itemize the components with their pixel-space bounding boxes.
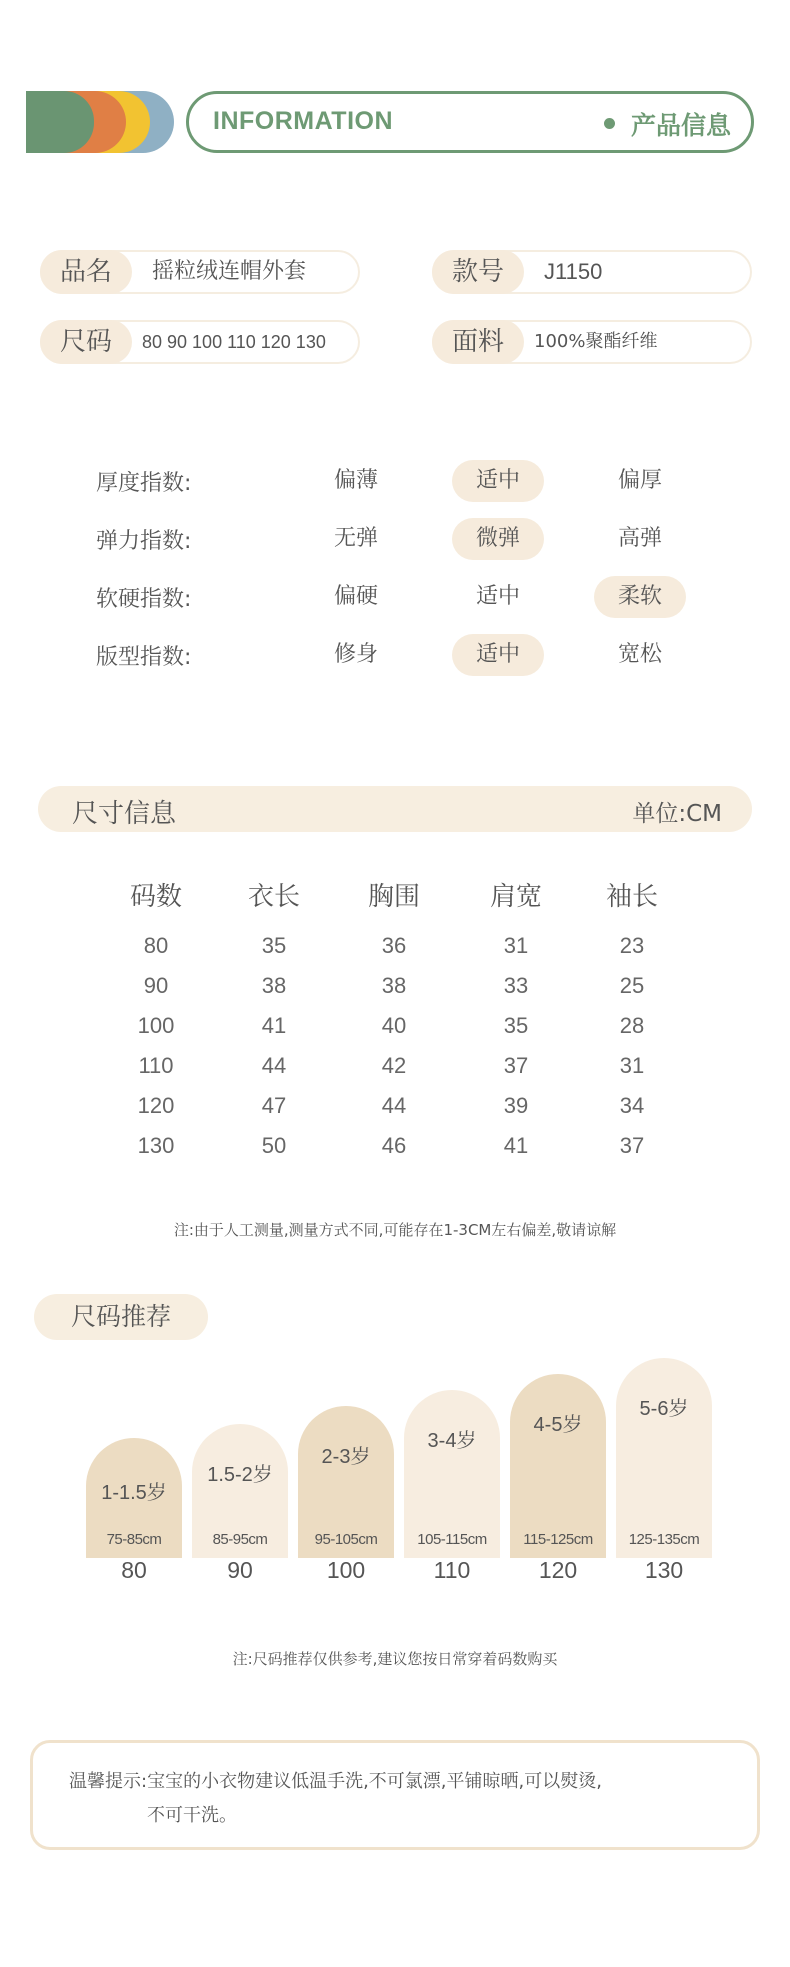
age-range: 1-1.5岁 [101, 1482, 167, 1504]
table-cell: 35 [261, 933, 287, 958]
height-range: 115-125cm [523, 1531, 593, 1548]
recommend-size: 80 [121, 1557, 147, 1583]
index-option: 偏薄 [333, 468, 378, 493]
table-cell: 130 [137, 1133, 175, 1158]
height-range: 95-105cm [314, 1531, 378, 1548]
table-cell: 42 [381, 1053, 407, 1078]
index-option: 适中 [475, 584, 520, 609]
recommend-size: 90 [227, 1557, 253, 1583]
column-header: 肩宽 [489, 882, 542, 912]
product-name-value: 摇粒绒连帽外套 [152, 259, 307, 284]
length-column [214, 876, 334, 1166]
style-number-value: J1150 [544, 259, 603, 284]
table-cell: 50 [261, 1133, 287, 1158]
recommend-card [86, 1438, 182, 1558]
softness-index-row [0, 574, 790, 620]
table-cell: 38 [261, 973, 287, 998]
recommend-title: 尺码推荐 [34, 1294, 208, 1340]
brand-logo [26, 91, 174, 153]
product-name-label: 品名 [40, 250, 132, 294]
table-cell: 34 [619, 1093, 645, 1118]
index-name: 弹力指数: [96, 529, 192, 554]
care-tip-line-2: 不可干洗。 [147, 1805, 237, 1826]
product-name-field [40, 250, 360, 294]
chest-column [334, 876, 454, 1166]
table-cell: 37 [503, 1053, 529, 1078]
size-range-value: 80 90 100 110 120 130 [142, 332, 326, 352]
logo-letter-green [26, 91, 94, 153]
table-cell: 37 [619, 1133, 645, 1158]
recommend-card [404, 1390, 500, 1558]
index-option-selected: 柔软 [594, 576, 686, 618]
sleeve-column [572, 876, 692, 1166]
column-header: 胸围 [367, 882, 420, 912]
recommend-size: 100 [326, 1557, 366, 1583]
recommend-size: 120 [538, 1557, 578, 1583]
table-cell: 41 [503, 1133, 529, 1158]
index-option-selected: 适中 [452, 460, 544, 502]
table-cell: 40 [381, 1013, 407, 1038]
table-cell: 80 [143, 933, 169, 958]
table-cell: 35 [503, 1013, 529, 1038]
index-option: 修身 [333, 642, 378, 667]
column-header: 衣长 [247, 882, 300, 912]
column-header: 码数 [129, 882, 182, 912]
table-cell: 46 [381, 1133, 407, 1158]
recommend-card [298, 1406, 394, 1558]
index-option: 高弹 [617, 526, 662, 551]
fit-index-row [0, 632, 790, 678]
table-cell: 44 [381, 1093, 407, 1118]
style-number-field [432, 250, 752, 294]
recommend-card [510, 1374, 606, 1558]
fabric-field [432, 320, 752, 364]
elasticity-index-row [0, 516, 790, 562]
size-range-field [40, 320, 360, 364]
table-cell: 44 [261, 1053, 287, 1078]
table-cell: 25 [619, 973, 645, 998]
size-info-unit: 单位:CM [632, 801, 722, 827]
table-cell: 23 [619, 933, 645, 958]
age-range: 5-6岁 [639, 1398, 689, 1420]
index-option: 偏硬 [333, 584, 378, 609]
measurement-note: 注:由于人工测量,测量方式不同,可能存在1-3CM左右偏差,敬请谅解 [173, 1221, 617, 1239]
recommend-card [616, 1358, 712, 1558]
fabric-value: 100%聚酯纤维 [534, 331, 658, 352]
header-title-cn: 产品信息 [630, 111, 731, 140]
index-name: 厚度指数: [96, 471, 192, 496]
table-cell: 41 [261, 1013, 287, 1038]
bullet-dot-icon [604, 118, 615, 129]
column-header: 袖长 [605, 882, 658, 912]
height-range: 125-135cm [628, 1531, 700, 1548]
index-option: 无弹 [333, 526, 378, 551]
table-cell: 110 [138, 1053, 174, 1078]
height-range: 105-115cm [417, 1531, 487, 1548]
header-title-en: INFORMATION [213, 107, 394, 135]
age-range: 3-4岁 [427, 1430, 477, 1452]
recommend-size: 130 [644, 1557, 684, 1583]
style-number-label: 款号 [432, 250, 524, 294]
index-name: 软硬指数: [96, 587, 192, 612]
table-cell: 31 [503, 933, 529, 958]
age-range: 2-3岁 [321, 1446, 371, 1468]
recommend-size: 110 [433, 1557, 471, 1583]
index-name: 版型指数: [96, 645, 192, 670]
recommend-note: 注:尺码推荐仅供参考,建议您按日常穿着码数购买 [232, 1650, 558, 1668]
thickness-index-row [0, 458, 790, 504]
size-info-header [38, 786, 752, 832]
table-cell: 28 [619, 1013, 645, 1038]
size-column [96, 876, 216, 1166]
index-option-selected: 适中 [452, 634, 544, 676]
index-option-selected: 微弹 [452, 518, 544, 560]
height-range: 75-85cm [106, 1531, 162, 1548]
size-range-label: 尺码 [40, 320, 132, 364]
table-cell: 38 [381, 973, 407, 998]
table-cell: 120 [137, 1093, 175, 1118]
table-cell: 36 [381, 933, 407, 958]
age-range: 4-5岁 [533, 1414, 583, 1436]
table-cell: 90 [143, 973, 169, 998]
care-tip-box [30, 1740, 760, 1850]
information-header [186, 91, 754, 153]
fabric-label: 面料 [432, 320, 524, 364]
care-tip-line-1: 温馨提示:宝宝的小衣物建议低温手洗,不可氯漂,平铺晾晒,可以熨烫, [69, 1771, 602, 1792]
table-cell: 31 [619, 1053, 645, 1078]
shoulder-column [456, 876, 576, 1166]
table-cell: 39 [503, 1093, 529, 1118]
table-cell: 33 [503, 973, 529, 998]
table-cell: 100 [137, 1013, 175, 1038]
recommend-card [192, 1424, 288, 1558]
size-info-title: 尺寸信息 [72, 799, 177, 829]
index-option: 偏厚 [617, 468, 662, 493]
height-range: 85-95cm [212, 1531, 268, 1548]
table-cell: 47 [261, 1093, 287, 1118]
age-range: 1.5-2岁 [207, 1464, 273, 1486]
index-option: 宽松 [617, 642, 662, 667]
